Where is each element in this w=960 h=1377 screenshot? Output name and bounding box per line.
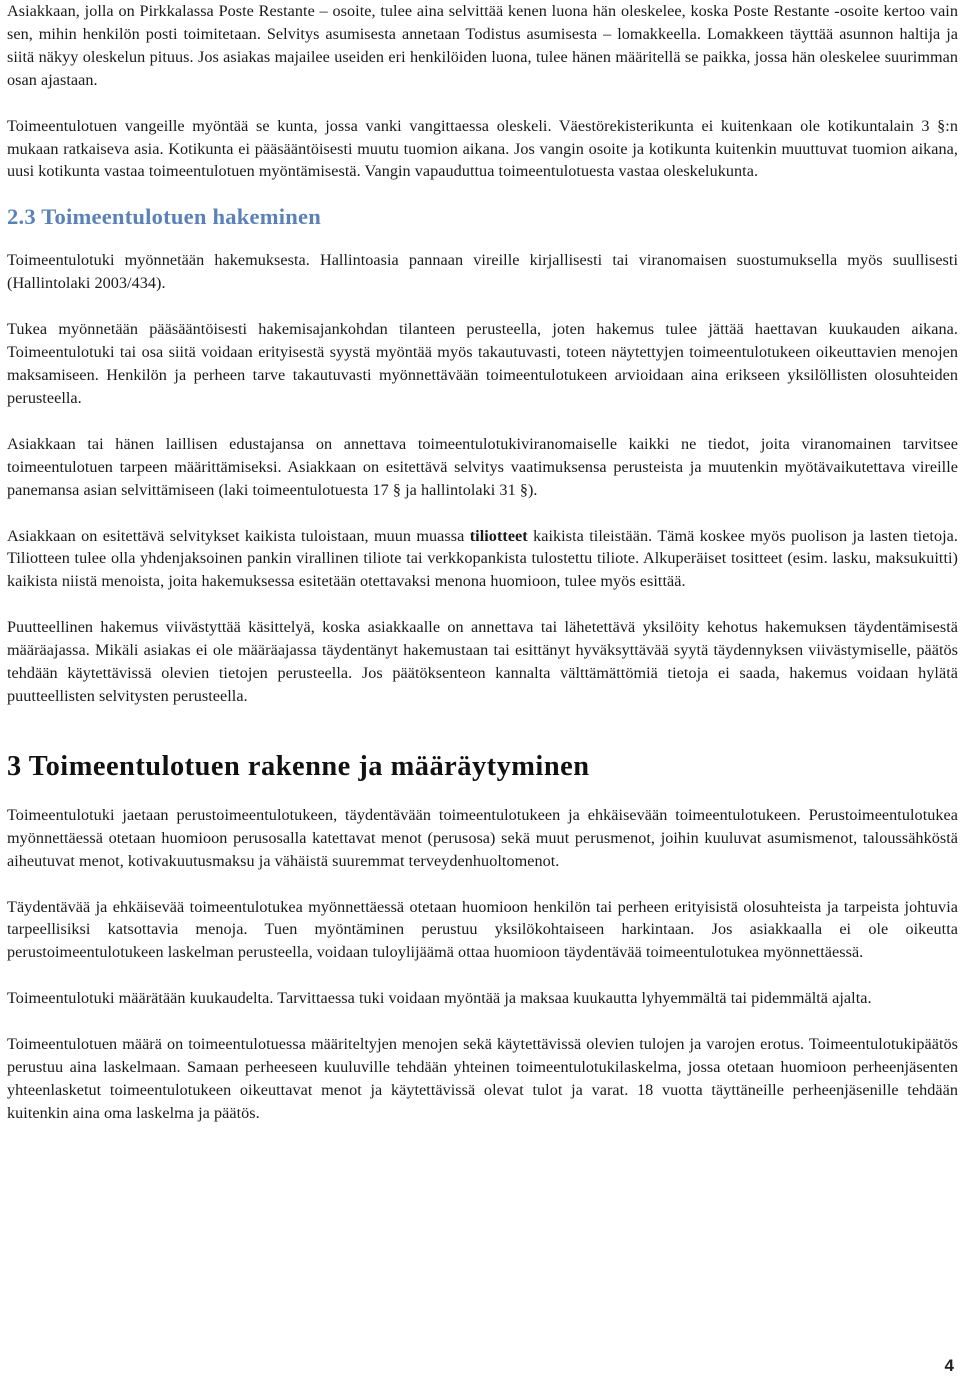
section-heading-2-3: 2.3 Toimeentulotuen hakeminen [7,204,322,230]
tiliotteet-bold: tiliotteet [469,526,528,545]
paragraph-hakemisajankohta: Tukea myönnetään pääsääntöisesti hakemisajankohdan tilanteen perusteella, joten hakemus tulee jättää haettavan kuukauden aikana. Toimeentulotuki tai osa siitä voidaan erityisestä syystä myöntää myös takautuvasti, toteen näytettyjen toimeentulotukeen oikeuttavien menojen maksamiseen. Henkilön ja perheen tarve takautuvasti myönnettävään toimeentulotukeen arvioidaan aina erikseen yksilöllisten olosuhteiden perusteella. [7,320,958,407]
paragraph-tiedot: Asiakkaan tai hänen laillisen edustajansa on annettava toimeentulotukiviranomaiselle kaikki ne tiedot, joita viranomainen tarvitsee toimeentulotuen tarpeen määrittämiseksi. Asiakkaan on esitettävä selvitys vaatimuksensa perusteista ja muutenkin myötävaikutettava vireille panemansa asian selvittämiseen (laki toimeentulotuesta 17 § ja hallintolaki 31 §). [7,434,958,499]
paragraph-vangit: Toimeentulotuen vangeille myöntää se kunta, jossa vanki vangittaessa oleskeli. Väestörekisterikunta ei kuitenkaan ole kotikuntalain 3 §:n mukaan ratkaiseva asia. Kotikunta ei pääsääntöisesti muutu tuomion aikana. Jos vangin osoite ja kotikunta kuitenkin muuttuvat tuomion aikana, uusi kotikunta vastaa toimeentulotuen myöntämisestä. Vangin vapauduttua toimeentulotuesta vastaa oleskelukunta. [7,116,958,181]
paragraph-poste-restante: Asiakkaan, jolla on Pirkkalassa Poste Restante – osoite, tulee aina selvittää kenen luona hän oleskelee, koska Poste Restante -osoite kertoo vain sen, mihin henkilön posti toimitetaan. Selvitys asumisesta annetaan Todistus asumisesta – lomakkeella. Lomakkeen täyttää asunnon haltija ja siitä näkyy oleskelun pituus. Jos asiakas majailee useiden eri henkilöiden luona, tulee hänen määritellä se paikka, jossa hän oleskelee suurimman osan ajastaan. [7,2,958,89]
paragraph-hakemus: Toimeentulotuki myönnetään hakemuksesta. Hallintoasia pannaan vireille kirjallisesti tai viranomaisen suostumuksella myös suullisesti (Hallintolaki 2003/434). [7,251,958,293]
tiliotteet-text-before: Asiakkaan on esitettävä selvitykset kaikista tuloistaan, muun muassa [7,526,470,545]
page-number: 4 [944,1356,954,1375]
paragraph-tiliotteet [7,525,958,594]
paragraph-maara: Toimeentulotuen määrä on toimeentulotuessa määriteltyjen menojen sekä käytettävissä olevien tulojen ja varojen erotus. Toimeentulotukipäätös perustuu aina laskelmaan. Samaan perheeseen kuuluville tehdään yhteinen toimeentulotukilaskelma, jossa otetaan huomioon perheenjäsenten yhteenlasketut toimeentulotukeen oikeuttavat menot ja käytettävissä olevat tulot ja varat. 18 vuotta täyttäneille perheenjäsenille tehdään kuitenkin aina oma laskelma ja päätös. [7,1035,958,1122]
paragraph-jako: Toimeentulotuki jaetaan perustoimeentulotukeen, täydentävään toimeentulotukeen ja ehkäisevään toimeentulotukeen. Perustoimeentulotukea myönnettäessä otetaan huomioon perusosalla katettavat menot (perusosa) sekä muut perusmenot, joihin kuuluvat asumismenot, taloussähköstä aiheutuvat menot, kotivakuutusmaksu ja vähäistä suuremmat terveydenhuoltomenot. [7,805,958,870]
paragraph-kuukausi: Toimeentulotuki määrätään kuukaudelta. Tarvittaessa tuki voidaan myöntää ja maksaa kuukautta lyhyemmältä tai pidemmältä ajalta. [7,989,872,1008]
document-page [7,0,958,1148]
tiliotteet-text-after: kaikista tileistään. Tämä koskee myös puolison ja lasten tietoja. Tiliotteen tulee olla yhdenjaksoinen pankin virallinen tiliote tai verkkopankista tulostettu tiliote. Alkuperäiset tositteet (esim. lasku, maksukuitti) kaikista niistä menoista, joita hakemuksessa esitetään otettavaksi menona huomioon, tulee myös esittää. [7,526,959,591]
section-heading-3: 3 Toimeentulotuen rakenne ja määräytyminen [7,750,590,782]
paragraph-puutteellinen: Puutteellinen hakemus viivästyttää käsittelyä, koska asiakkaalle on annettava tai lähetettävä yksilöity kehotus hakemuksen täydentämisestä määräajassa. Mikäli asiakas ei ole määräajassa täydentänyt hakemustaan tai esittänyt hyväksyttävää syytä täydennyksen viivästymiselle, päätös tehdään käytettävissä olevien tietojen perusteella. Jos päätöksenteon kannalta välttämättömiä tietoja ei saada, hakemus voidaan hylätä puutteellisten selvitysten perusteella. [7,618,958,705]
paragraph-taydentava: Täydentävää ja ehkäisevää toimeentulotukea myönnettäessä otetaan huomioon henkilön tai perheen erityisistä olosuhteista ja tarpeista johtuvia tarpeellisiksi katsottavia menoja. Tuen myöntäminen perustuu yksilökohtaiseen harkintaan. Jos asiakkaalla ei ole oikeutta perustoimeentulotukeen laskelman perusteella, voidaan tuloylijäämä ottaa huomioon täydentävää toimeentulotukea myönnettäessä. [7,897,958,962]
